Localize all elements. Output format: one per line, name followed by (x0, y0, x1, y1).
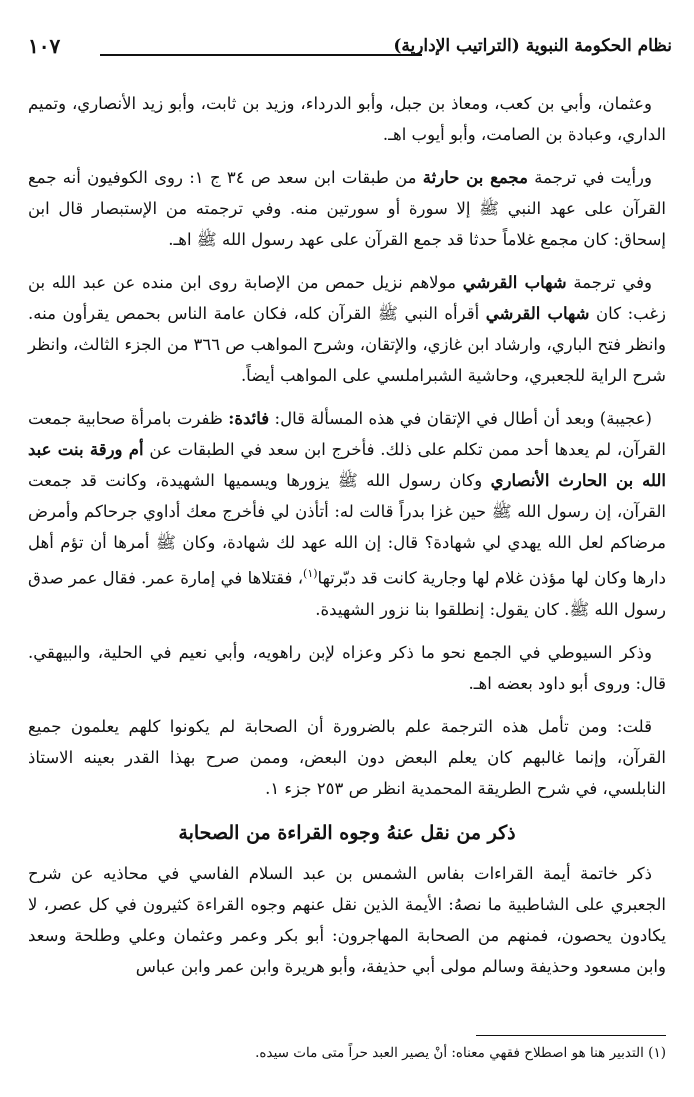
text-run: من طبقات ابن سعد ص ٣٤ ج ١: روى الكوفيون أنه جمع القرآن على عهد النبي ﷺ إلا سورة أو سورتين منه. وفي ترجمته من الإستبصار قال ابن إسحاق: كان مجمع غلاماً حدثا قد جمع القرآن على عهد رسول الله ﷺ اهـ. (28, 168, 666, 249)
paragraph (28, 403, 666, 625)
header-rule (100, 54, 422, 56)
text-run: وذكر السيوطي في الجمع نحو ما ذكر وعزاه لإبن راهويه، وأبي نعيم في الحلية، والبيهقي. قال: وروى أبو داود بعضه اهـ. (28, 642, 666, 693)
text-run: وفي ترجمة (566, 273, 652, 292)
text-run: ورأيت في ترجمة (527, 168, 652, 187)
text-run: مولاهم نزيل حمص من الإصابة روى ابن منده عن عبد الله بن زغب: كان (28, 273, 666, 323)
bold-name: فائدة: (228, 409, 270, 428)
section-paragraph-list (28, 858, 666, 982)
paragraph-list (28, 88, 666, 804)
section-heading: ذكر من نقل عنهُ وجوه القراءة من الصحابة (178, 821, 516, 844)
footnote-separator (476, 1035, 666, 1036)
text-run: أقرأه النبي ﷺ القرآن كله، فكان عامة الناس بحمص يقرأون منه. وانظر فتح الباري، وارشاد ابن غازي، والإتقان، وشرح المواهب ص ٣٦٦ من الجزء الثالث، وانظر شرح الراية للجعبري، وحاشية الشبراملسي على المواهب أيضاً. (28, 304, 666, 385)
text-run: (عجيبة) وبعد أن أطال في الإتقان في هذه المسألة قال: (269, 409, 652, 428)
text-run: قلت: ومن تأمل هذه الترجمة علم بالضرورة أن الصحابة لم يكونوا كلهم يعلمون جميع القرآن، وإنما غالبهم كان يعلم البعض دون البعض، وممن صرح بهذا القدر بعينه الاستاذ النابلسي، في شرح الطريقة المحمدية انظر ص ٢٥٣ جزء ١. (28, 716, 666, 798)
paragraph (28, 267, 666, 391)
page-number: ١٠٧ (28, 34, 61, 58)
footnote-ref: (١) (303, 567, 318, 580)
bold-name: شهاب القرشي (462, 273, 567, 292)
text-run: ذكر خاتمة أيمة القراءات بفاس الشمس بن عبد السلام الفاسي في محاذيه عن شرح الجعبري على الشاطبية ما نصهُ: الأيمة الذين نقل عنهم وجوه القراءة كثيرون في كل عصر، لا يكادون يحصون، فمنهم من الصحابة المهاجرون: أبو بكر وعمر وعثمان وعلي وطلحة وسعد وابن مسعود وحذيفة وسالم مولى أبي حذيفة، وأبو هريرة وابن عمر وابن عباس (28, 863, 666, 976)
bold-name: أم ورقة بنت عبد الله بن الحارث الأنصاري (28, 440, 666, 490)
footnote: (١) التدبير هنا هو اصطلاح فقهي معناه: أنْ يصير العبد حراً متى مات سيده. (255, 1045, 666, 1061)
bold-name: مجمع بن حارثة (422, 168, 528, 187)
paragraph (28, 162, 666, 255)
text-run: وعثمان، وأبي بن كعب، ومعاذ بن جبل، وأبو الدرداء، وزيد بن ثابت، وأبو زيد الأنصاري، وتميم الداري، وعبادة بن الصامت، وأبو أيوب اهـ. (28, 94, 666, 144)
text-run: ظفرت بامرأة صحابية جمعت القرآن، لم يعدها أحد ممن تكلم على ذلك. فأخرج ابن سعد في الطبقات عن (28, 409, 666, 459)
paragraph (28, 88, 666, 150)
text-run: ، فقتلاها في إمارة عمر. فقال عمر صدق رسول الله ﷺ. كان يقول: إنطلقوا بنا نزور الشهيدة. (28, 568, 666, 619)
main-text (28, 88, 666, 994)
running-title: نظام الحكومة النبوية (التراتيب الإدارية) (393, 36, 672, 56)
paragraph (28, 858, 666, 982)
running-header (28, 34, 672, 64)
text-run: وكان رسول الله ﷺ يزورها ويسميها الشهيدة، وكانت قد جمعت القرآن، إن رسول الله ﷺ حين غزا بدراً قالت له: أتأذن لي فأخرج معك أداوي جرحاكم وأمرض مرضاكم لعل الله يهدي لي شهادة؟ قال: إن الله عهد لك شهادة، وكان ﷺ أمرها أن تؤم أهل دارها وكان لها مؤذن غلام لها وجارية كانت قد دبّرتها (28, 471, 666, 588)
paragraph (28, 711, 666, 804)
bold-name: شهاب القرشي (485, 304, 590, 323)
paragraph (28, 637, 666, 699)
